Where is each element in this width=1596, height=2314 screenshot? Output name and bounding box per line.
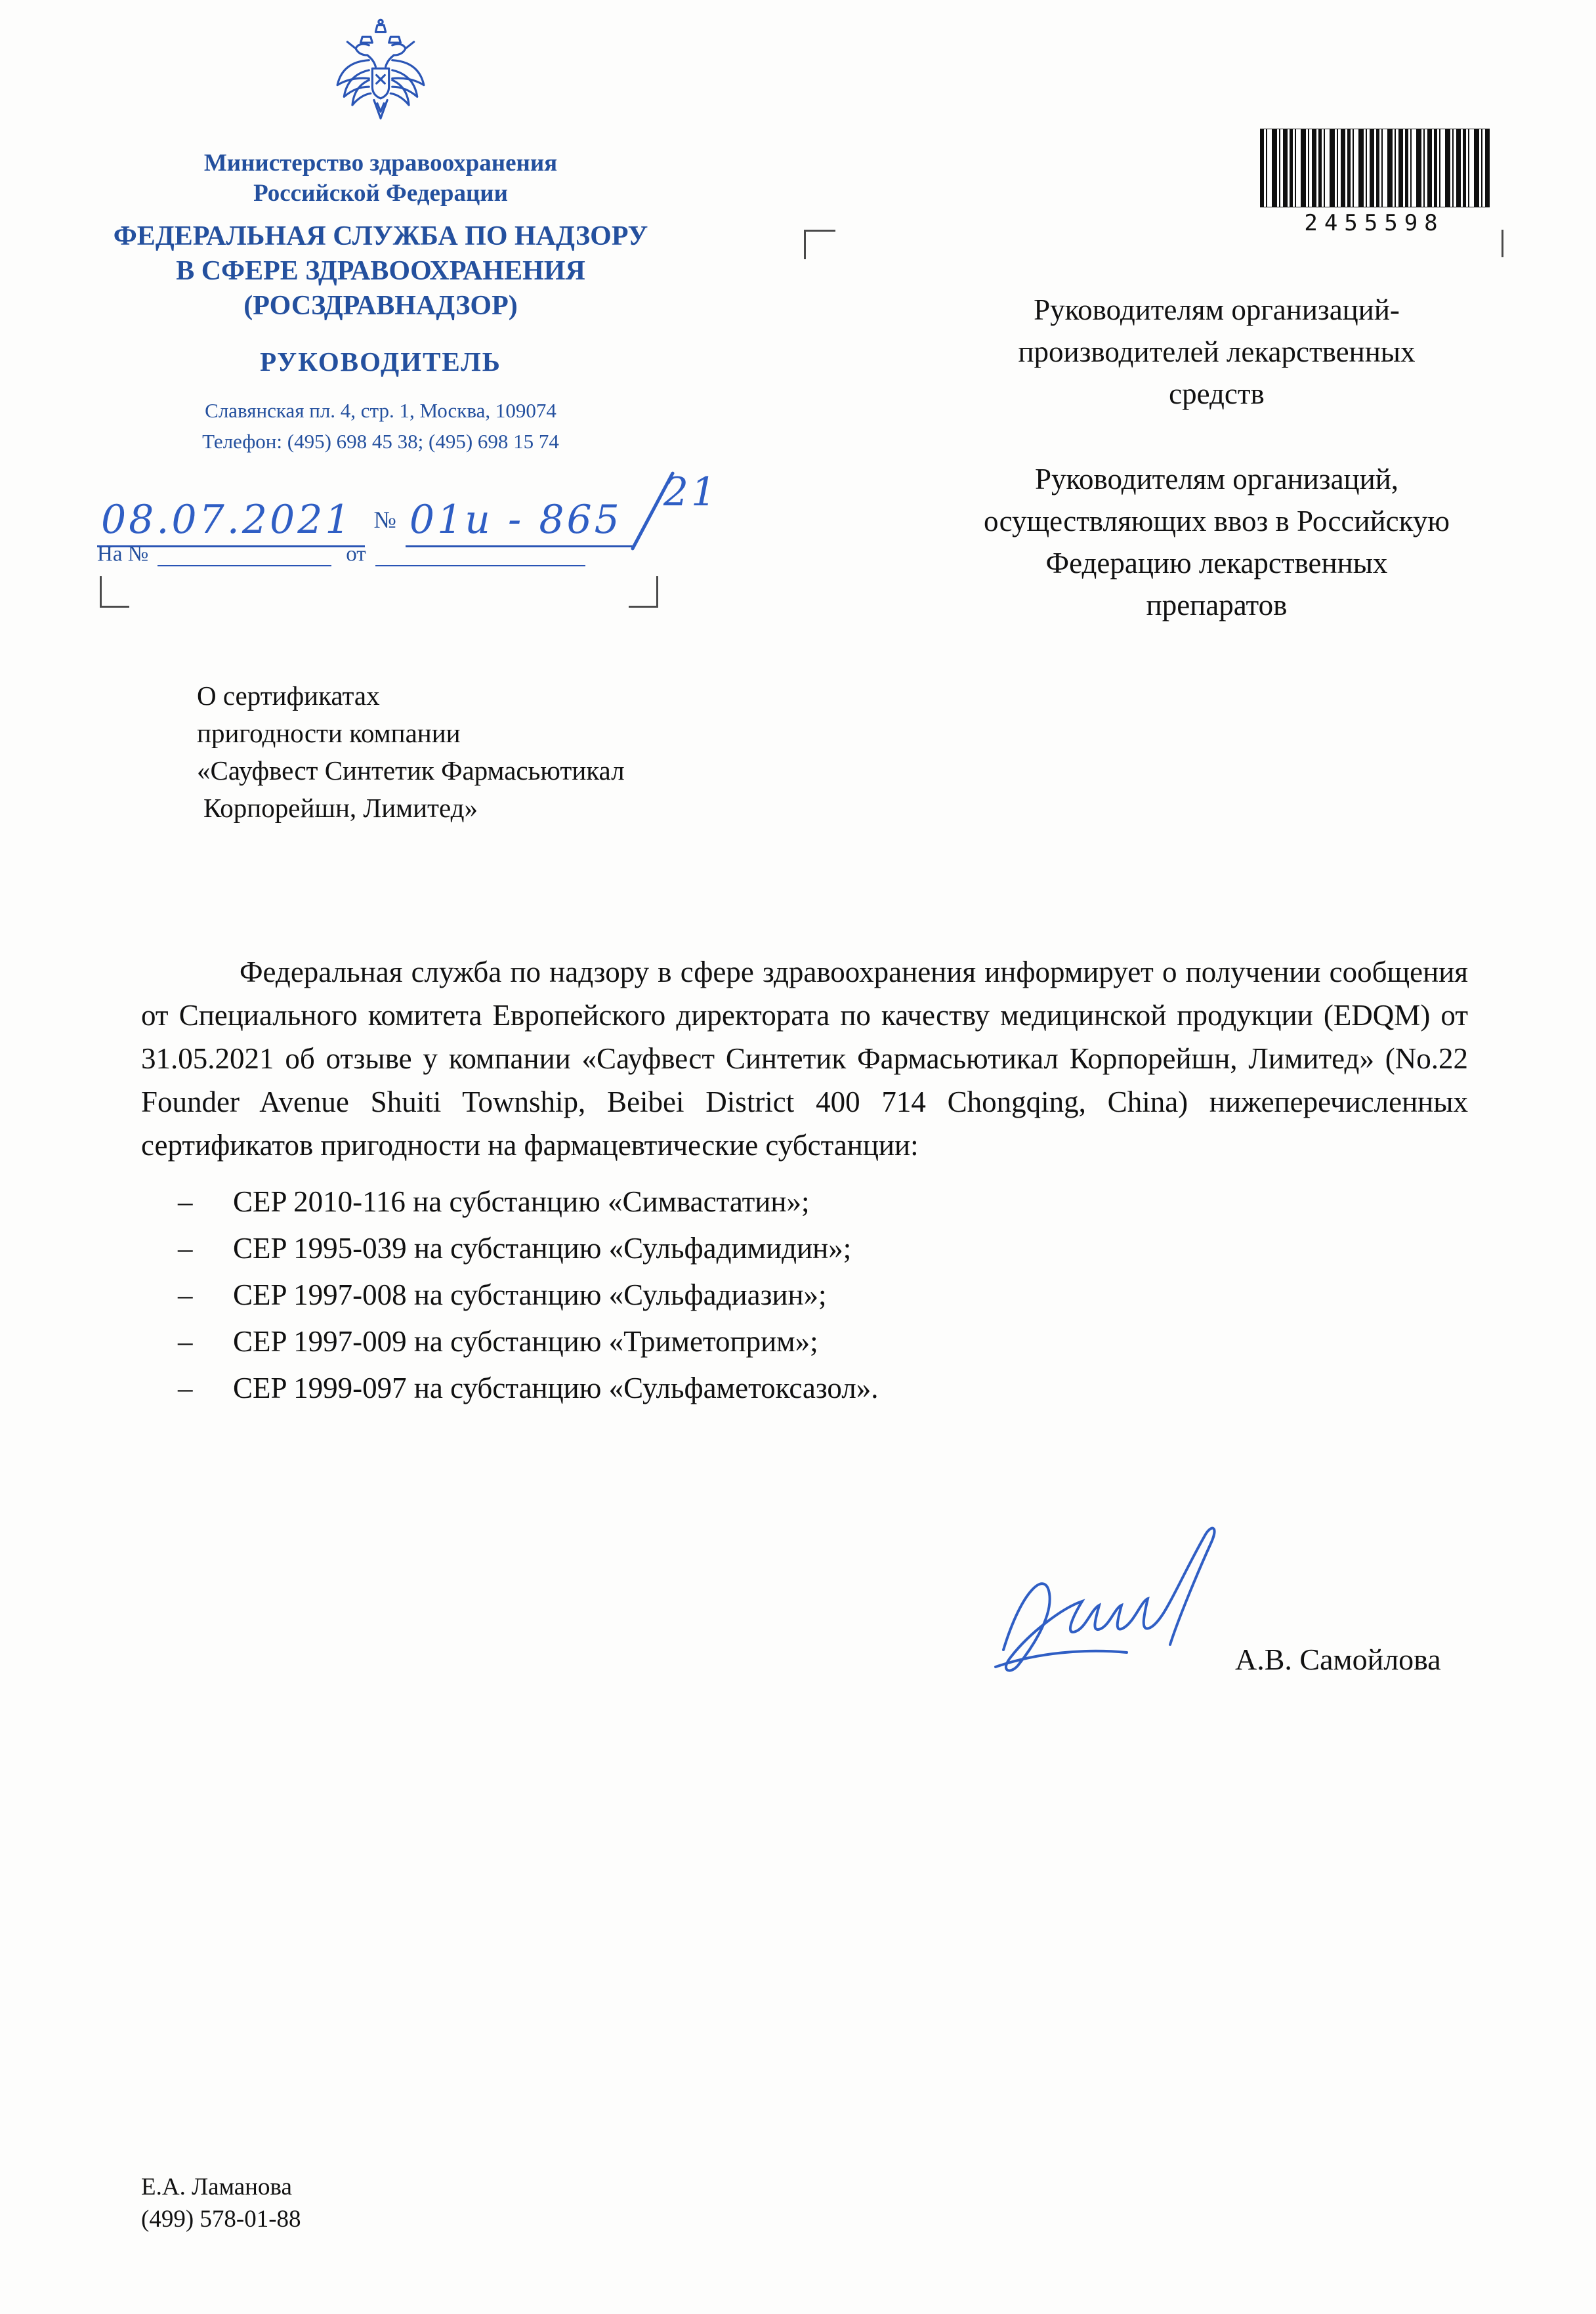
federal-service-name [79,219,682,324]
subject-line: О сертификатах [197,681,380,711]
service-line: ФЕДЕРАЛЬНАЯ СЛУЖБА ПО НАДЗОРУ [113,221,648,251]
service-line: В СФЕРЕ ЗДРАВООХРАНЕНИЯ [176,256,585,286]
executor-name: Е.А. Ламанова [141,2174,292,2200]
certificate-item-text: CEP 2010-116 на субстанцию «Симвастатин»; [233,1185,810,1218]
letter-body [141,950,1468,1412]
handwritten-date: 08.07.2021 [97,497,365,547]
barcode-number: 2455598 [1304,210,1444,236]
date-number-row [79,467,719,543]
list-dash: – [178,1185,193,1218]
executor-phone: (499) 578-01-88 [141,2206,301,2233]
handwritten-signature [981,1509,1257,1703]
executor-block [141,2171,301,2235]
ref-in-blank [158,541,331,566]
list-dash: – [178,1278,193,1311]
list-dash: – [178,1325,193,1358]
barcode-block [1260,129,1488,236]
ref-from-blank [375,541,585,566]
subject-block [197,677,625,827]
addressee-line: производителей лекарственных [1018,335,1416,368]
addressee-group-1 [927,289,1507,415]
addressee-line: препаратов [1146,589,1288,621]
letterhead [79,18,719,566]
position-title: РУКОВОДИТЕЛЬ [260,347,501,377]
certificate-item [141,1225,1468,1272]
certificate-item-text: CEP 1997-008 на субстанцию «Сульфадиазин»; [233,1278,827,1311]
ministry-name [79,148,682,209]
coat-of-arms-icon [79,18,682,137]
corner-mark [804,230,835,259]
ref-in-label: На № [97,542,149,566]
corner-mark [100,576,129,608]
subject-line: Корпорейшн, Лимитед» [203,793,478,823]
body-paragraph: Федеральная служба по надзору в сфере здравоохранения информирует о получении сообщения от Специального комитета Европейского директората по качеству медицинской продукции (EDQM) от 31.05.2021 об отзыве у компании «Сауфвест Синтетик Фармасьютикал Корпорейшн, Лимитед» (No.22 Founder Avenue Shuiti Township, Beibei District 400 714 Chongqing, China) нижеперечисленных сертификатов пригодности на фармацевтические субстанции: [141,956,1468,1162]
certificate-item [141,1272,1468,1318]
number-sign: № [373,507,396,533]
office-address: Славянская пл. 4, стр. 1, Москва, 109074 [205,399,556,422]
certificate-item-text: CEP 1995-039 на субстанцию «Сульфадимидин»; [233,1232,852,1265]
certificate-list [141,1179,1468,1412]
handwritten-number-suffix: 21 [663,469,719,515]
office-phone: Телефон: (495) 698 45 38; (495) 698 15 74 [202,430,559,453]
addressee-line: Федерацию лекарственных [1045,547,1388,579]
service-line: (РОСЗДРАВНАДЗОР) [243,291,518,321]
addressee-group-2 [927,458,1507,626]
signer-name: А.В. Самойлова [1235,1643,1441,1676]
list-dash: – [178,1232,193,1265]
list-dash: – [178,1372,193,1404]
corner-mark [629,576,658,608]
ref-from-label: от [346,542,366,566]
certificate-item [141,1318,1468,1365]
corner-mark [1502,230,1503,257]
addressee-line: Руководителям организаций- [1034,293,1400,326]
barcode-icon [1260,129,1490,207]
ministry-line: Российской Федерации [253,180,508,207]
certificate-item-text: CEP 1999-097 на субстанцию «Сульфаметоксазол». [233,1372,879,1404]
addressee-line: осуществляющих ввоз в Российскую [984,505,1450,537]
addressee-line: Руководителям организаций, [1034,463,1399,495]
certificate-item [141,1179,1468,1225]
addressee-line: средств [1169,377,1265,410]
certificate-item-text: CEP 1997-009 на субстанцию «Триметоприм»; [233,1325,818,1358]
ministry-line: Министерство здравоохранения [203,150,558,177]
handwritten-number: 01и - 865 [406,497,634,547]
addressee-block [927,289,1507,626]
certificate-item [141,1365,1468,1412]
subject-line: «Сауфвест Синтетик Фармасьютикал [197,755,625,786]
subject-line: пригодности компании [197,718,461,748]
